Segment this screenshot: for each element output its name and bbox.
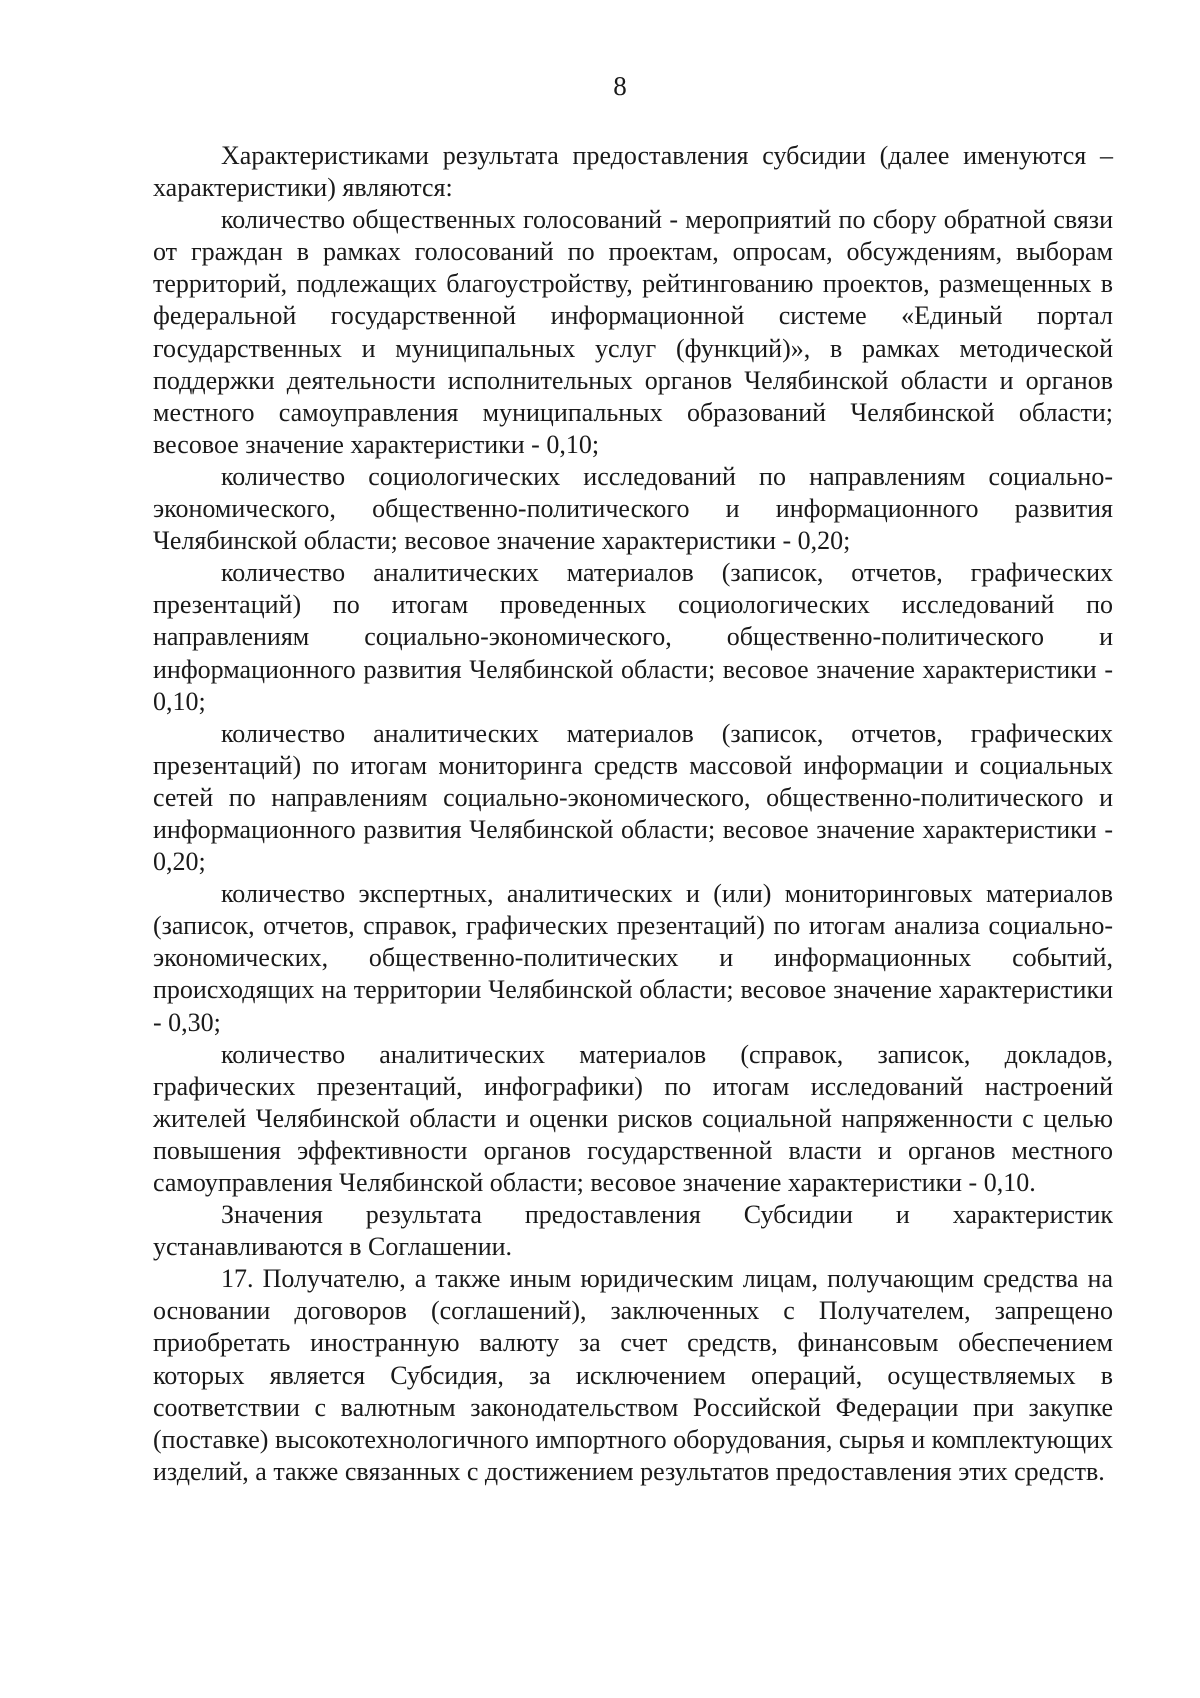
paragraph-characteristics-intro: Характеристиками результата предоставления субсидии (далее именуются – характеристики) являются: [153,141,1113,203]
paragraph-sociological-research: количество социологических исследований по направлениям социально-экономического, общественно-политического и информационного развития Челябинской области; весовое значение характеристики - 0,20; [153,461,1113,556]
paragraph-mood-research: количество аналитических материалов (справок, записок, докладов, графических презентаций, инфографики) по итогам исследований настроений жителей Челябинской области и оценки рисков социальной напряженности с целью повышения эффективности органов государственной власти и органов местного самоуправления Челябинской области; весовое значение характеристики - 0,10. [153,1039,1113,1197]
paragraph-analytical-materials-research: количество аналитических материалов (записок, отчетов, графических презентаций) по итогам проведенных социологических исследований по направлениям социально-экономического, общественно-политического и информационного развития Челябинской области; весовое значение характеристики - 0,10; [153,558,1113,716]
paragraph-analytical-materials-media: количество аналитических материалов (записок, отчетов, графических презентаций) по итогам мониторинга средств массовой информации и социальных сетей по направлениям социально-экономического, общественно-политического и информационного развития Челябинской области; весовое значение характеристики - 0,20; [153,718,1113,877]
paragraph-section-17: 17. Получателю, а также иным юридическим лицам, получающим средства на основании договоров (соглашений), заключенных с Получателем, запрещено приобретать иностранную валюту за счет средств, финансовым обеспечением которых является Субсидия, за исключением операций, осуществляемых в соответствии с валютным законодательством Российской Федерации при закупке (поставке) высокотехнологичного импортного оборудования, сырья и комплектующих изделий, а также связанных с достижением результатов предоставления этих средств. [153,1264,1113,1486]
page-number: 8 [613,71,627,101]
document-body [153,140,1113,1488]
paragraph-expert-materials: количество экспертных, аналитических и (или) мониторинговых материалов (записок, отчетов, справок, графических презентаций) по итогам анализа социально-экономических, общественно-политических и информационных событий, происходящих на территории Челябинской области; весовое значение характеристики - 0,30; [153,879,1113,1037]
paragraph-public-votes: количество общественных голосований - мероприятий по сбору обратной связи от граждан в рамках голосований по проектам, опросам, обсуждениям, выборам территорий, подлежащих благоустройству, рейтингованию проектов, размещенных в федеральной государственной информационной системе «Единый портал государственных и муниципальных услуг (функций)», в рамках методической поддержки деятельности исполнительных органов Челябинской области и органов местного самоуправления муниципальных образований Челябинской области; весовое значение характеристики - 0,10; [153,205,1113,459]
paragraph-values-agreement: Значения результата предоставления Субсидии и характеристик устанавливаются в Соглашении. [153,1200,1113,1262]
